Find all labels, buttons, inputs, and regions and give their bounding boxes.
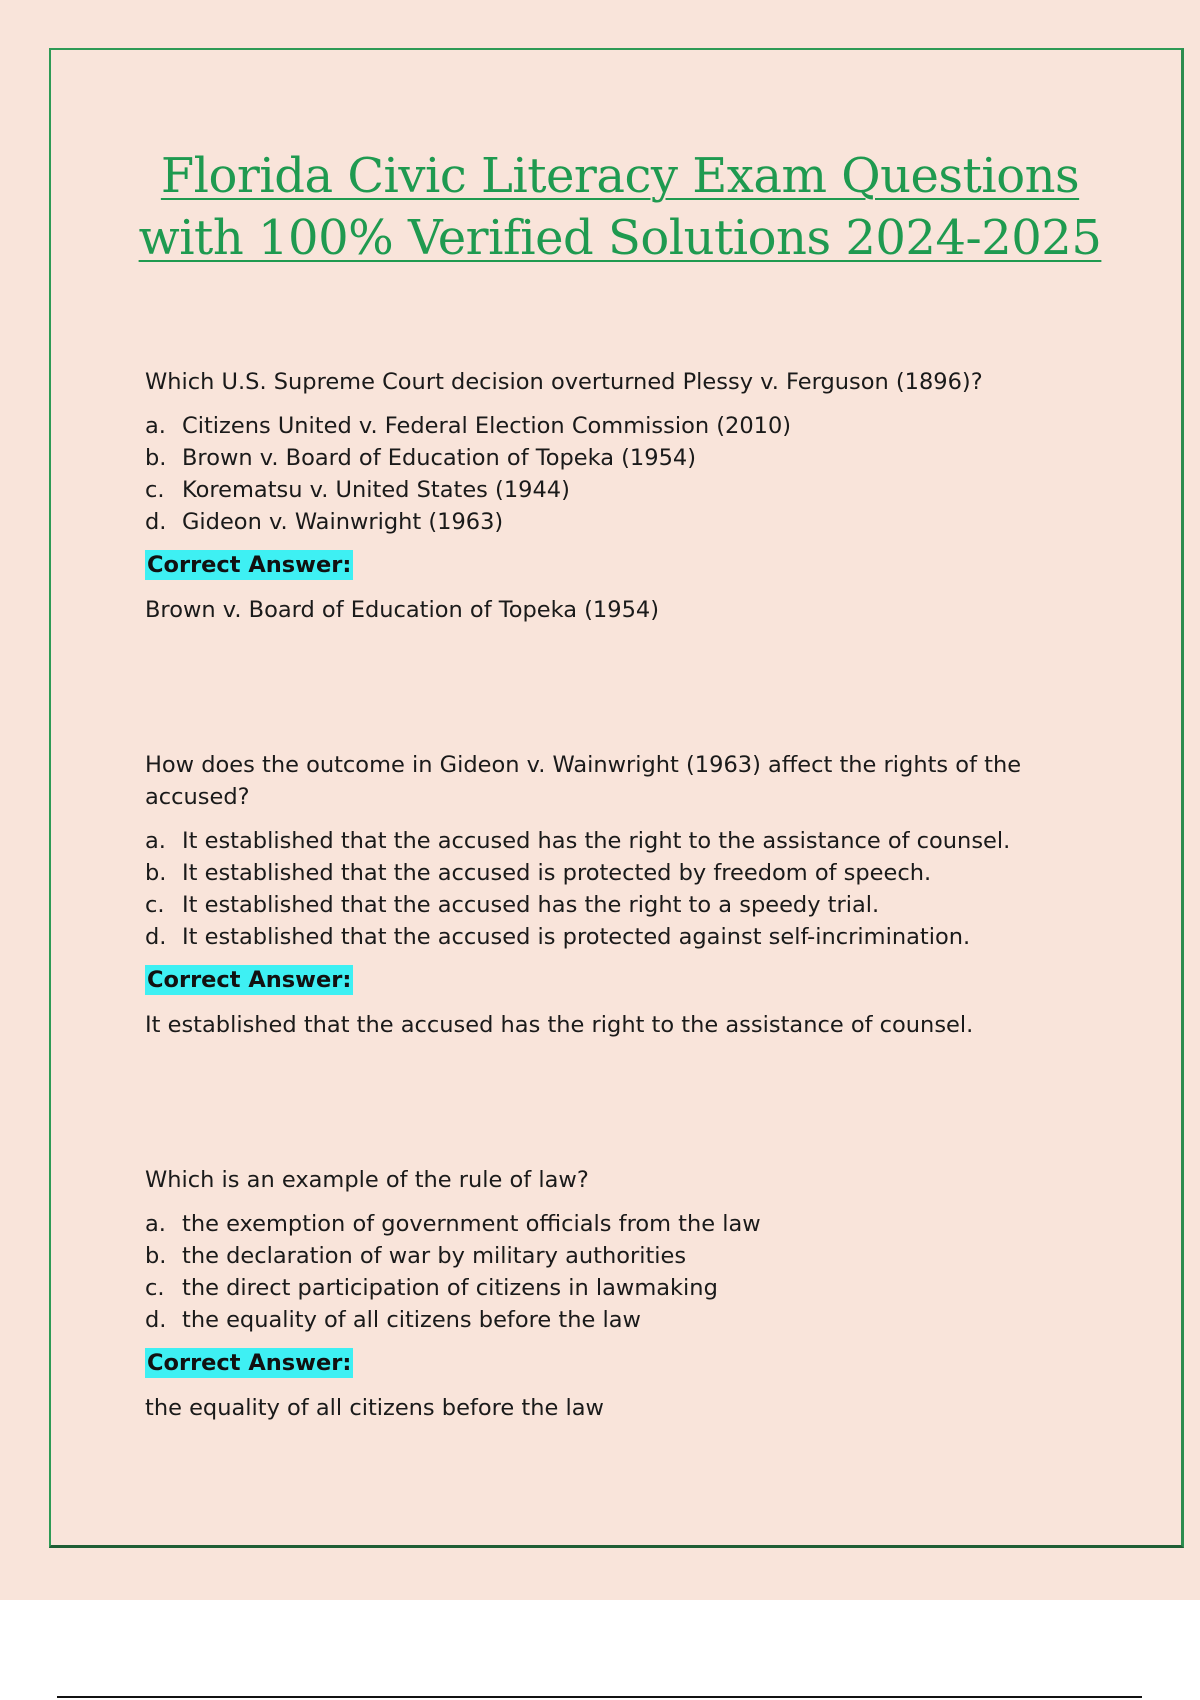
- correct-answer-label: Correct Answer:: [147, 552, 352, 578]
- correct-answer-text: It established that the accused has the right to the assistance of counsel.: [145, 1012, 974, 1038]
- option-letter: b.: [145, 445, 167, 471]
- option-item: [145, 1240, 1095, 1272]
- option-text: It established that the accused has the right to a speedy trial.: [182, 892, 880, 918]
- option-item: [145, 857, 1095, 889]
- option-text: It established that the accused has the right to the assistance of counsel.: [182, 828, 1011, 854]
- document-title: [100, 145, 1140, 269]
- question-block-3: [145, 1164, 1095, 1424]
- option-text: the direct participation of citizens in lawmaking: [182, 1275, 718, 1301]
- option-letter: c.: [145, 892, 165, 918]
- option-item: [145, 825, 1095, 857]
- option-item: [145, 1208, 1095, 1240]
- question-text: Which is an example of the rule of law?: [145, 1167, 589, 1193]
- option-text: the equality of all citizens before the law: [182, 1307, 641, 1333]
- correct-answer-text: Brown v. Board of Education of Topeka (1954): [145, 597, 659, 623]
- option-item: [145, 506, 1095, 538]
- option-letter: c.: [145, 477, 165, 503]
- option-item: [145, 889, 1095, 921]
- option-text: It established that the accused is protected against self-incrimination.: [182, 924, 971, 950]
- title-line-2: with 100% Verified Solutions 2024-2025: [138, 210, 1102, 266]
- option-letter: a.: [145, 828, 166, 854]
- option-text: the declaration of war by military authorities: [182, 1243, 687, 1269]
- option-letter: c.: [145, 1275, 165, 1301]
- option-item: [145, 1304, 1095, 1336]
- option-item: [145, 442, 1095, 474]
- option-letter: a.: [145, 413, 166, 439]
- option-list: [145, 1208, 1095, 1336]
- option-text: Gideon v. Wainwright (1963): [182, 509, 504, 535]
- correct-answer-label: Correct Answer:: [147, 1350, 352, 1376]
- question-block-2: [145, 749, 1095, 1041]
- question-text: How does the outcome in Gideon v. Wainwright (1963) affect the rights of the accused?: [145, 752, 1022, 810]
- option-item: [145, 921, 1095, 953]
- option-letter: b.: [145, 1243, 167, 1269]
- option-list: [145, 410, 1095, 538]
- option-item: [145, 1272, 1095, 1304]
- title-line-1: Florida Civic Literacy Exam Questions: [160, 148, 1080, 204]
- option-letter: b.: [145, 860, 167, 886]
- option-text: Korematsu v. United States (1944): [182, 477, 570, 503]
- option-text: It established that the accused is protected by freedom of speech.: [182, 860, 932, 886]
- correct-answer-label: Correct Answer:: [147, 967, 352, 993]
- question-text: Which U.S. Supreme Court decision overturned Plessy v. Ferguson (1896)?: [145, 369, 983, 395]
- option-item: [145, 410, 1095, 442]
- option-letter: d.: [145, 509, 167, 535]
- option-letter: d.: [145, 1307, 167, 1333]
- footer-divider: [57, 1696, 1142, 1698]
- correct-answer-text: the equality of all citizens before the law: [145, 1395, 604, 1421]
- option-list: [145, 825, 1095, 953]
- option-letter: a.: [145, 1211, 166, 1237]
- option-letter: d.: [145, 924, 167, 950]
- option-text: Citizens United v. Federal Election Commission (2010): [182, 413, 792, 439]
- question-block-1: [145, 366, 1095, 626]
- option-text: Brown v. Board of Education of Topeka (1954): [182, 445, 696, 471]
- option-text: the exemption of government officials from the law: [182, 1211, 761, 1237]
- option-item: [145, 474, 1095, 506]
